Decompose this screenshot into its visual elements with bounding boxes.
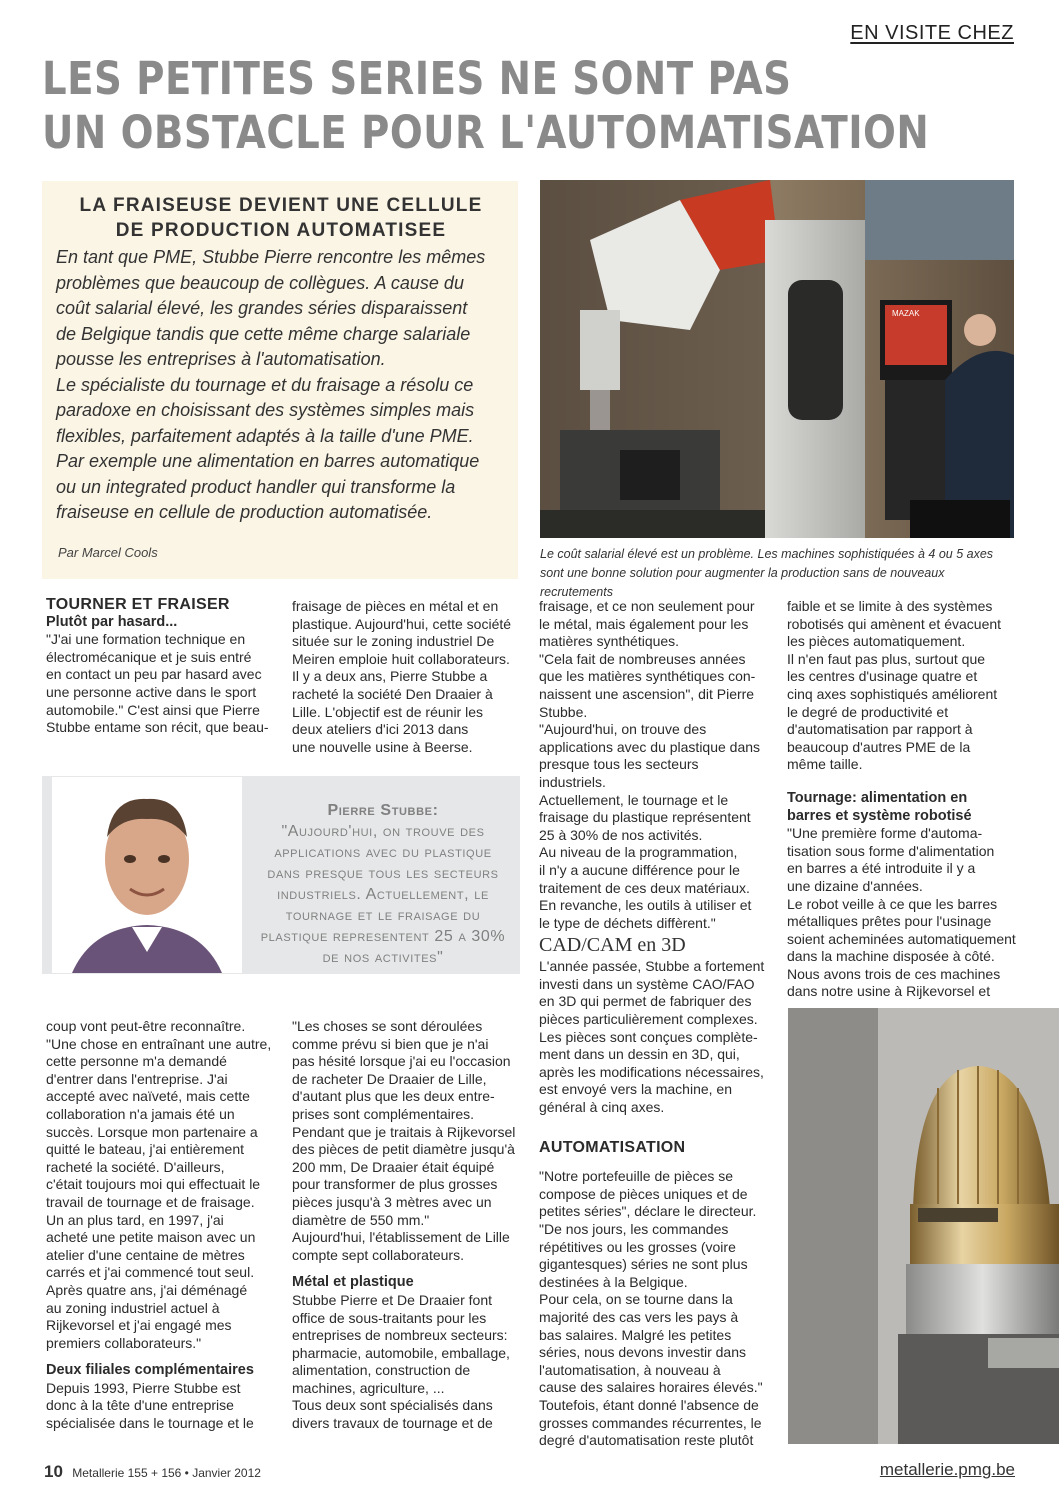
column-1-bottom bbox=[46, 1018, 276, 1433]
section-rubric: EN VISITE CHEZ bbox=[850, 22, 1014, 44]
paragraph-draaier: "Les choses se sont déroulées comme prévu si bien que je n'ai pas hésité lorsque j'ai eu l'occasion de racheter De Draaier de Lille, d'autant plus que les deux entre- prises sont complémentaires. Pendant que je traitais à Rijkevorsel des pièces de petit diamètre jusqu'à 200 mm, De Draaier était équipé pour transformer de plus grosses pièces jusqu'à 3 mètres avec un diamètre de 550 mm." Aujourd'hui, l'établissement de Lille compte sept collaborateurs. bbox=[292, 1018, 516, 1263]
portrait-photo bbox=[52, 777, 242, 973]
quote-speaker: Pierre Stubbe: bbox=[327, 802, 439, 819]
subheading-metal: Métal et plastique bbox=[292, 1274, 414, 1291]
website-link[interactable]: metallerie.pmg.be bbox=[879, 1460, 1015, 1479]
subheading-filiales: Deux filiales complémentaires bbox=[46, 1362, 254, 1379]
paragraph-tournage: "Une première forme d'automa- tisation sous forme d'alimentation en barres a été introduite il y a une dizaine d'années. Le robot veille à ce que les barres métalliques prêtes pour l'usinage soient acheminées automatiquement dans la machine disposée à côté. Nous avons trois de ces machines dans notre usine à Rijkevorsel et bbox=[787, 825, 1016, 1000]
headline-line-1: LES PETITES SERIES NE SONT PAS bbox=[42, 52, 792, 105]
machine-illustration bbox=[540, 180, 1014, 538]
heading-cadcam: CAD/CAM en 3D bbox=[539, 934, 686, 957]
pull-quote bbox=[258, 800, 508, 968]
heading-automatisation: AUTOMATISATION bbox=[539, 1138, 686, 1156]
paragraph-meiren: fraisage de pièces en métal et en plastique. Aujourd'hui, cette société située sur le zoning industriel De Meiren emploie huit collaborateurs. Il y a deux ans, Pierre Stubbe a racheté la société Den Draaier à Lille. L'objectif est de réunir les deux ateliers d'ici 2013 dans une nouvelle usine à Beerse. bbox=[292, 598, 512, 755]
part-illustration bbox=[788, 1008, 1059, 1444]
intro-box bbox=[42, 181, 518, 579]
byline: Par Marcel Cools bbox=[58, 545, 158, 560]
part-photo bbox=[788, 1008, 1059, 1444]
control-screen-brand: MAZAK bbox=[892, 309, 920, 318]
subheading-tournage: Tournage: alimentation en barres et système robotisé bbox=[787, 789, 972, 824]
headline bbox=[42, 52, 930, 160]
paragraph-robotises: faible et se limite à des systèmes robotisés qui amènent et évacuent les pièces automatiquement. Il n'en faut pas plus, surtout que les centres d'usinage quatre et cinq axes sophistiqués améliorent le degré de productivité et d'automatisation par rapport à beaucoup d'autres PME de la même taille. bbox=[787, 598, 1002, 773]
footer-left bbox=[44, 1462, 261, 1482]
column-4 bbox=[787, 598, 1019, 1001]
page-number: 10 bbox=[44, 1462, 63, 1481]
paragraph-cadcam: L'année passée, Stubbe a fortement investi dans un système CAO/FAO en 3D qui permet de fabriquer des pièces particulièrement complexes. Les pièces sont conçues complète- ment dans un dessin en 3D, qui, après les modifications nécessaires, est envoyé vers la machine, en général à cinq axes. bbox=[539, 958, 765, 1116]
intro-text: En tant que PME, Stubbe Pierre rencontre les mêmes problèmes que beaucoup de collègues. A cause du coût salarial élevé, les grandes séries disparaissent de Belgique tandis que cette même charge salariale pousse les entreprises à l'automatisation. Le spécialiste du tournage et du fraisage a résolu ce paradoxe en choisissant des systèmes simples mais flexibles, parfaitement adaptés à la taille d'une PME. Par exemple une alimentation en barres automatique ou un integrated product handler qui transforme la fraiseuse en cellule de production automatisée. bbox=[56, 247, 486, 522]
paragraph-filiales: Depuis 1993, Pierre Stubbe est donc à la tête d'une entreprise spécialisée dans le tournage et le bbox=[46, 1379, 254, 1432]
photo-caption: Le coût salarial élevé est un problème. Les machines sophistiquées à 4 ou 5 axes sont une bonne solution pour augmenter la production sans de nouveaux recrutements bbox=[540, 547, 994, 599]
paragraph-metal: Stubbe Pierre et De Draaier font office de sous-traitants pour les entreprises de nombreux secteurs: pharmacie, automobile, emballage, alimentation, construction de machines, agriculture, ... Tous deux sont spécialisés dans divers travaux de tournage et de bbox=[292, 1291, 510, 1432]
intro-title: LA FRAISEUSE DEVIENT UNE CELLULE DE PRODUCTION AUTOMATISEE bbox=[79, 195, 483, 241]
paragraph-reconnaitre: coup vont peut-être reconnaître. "Une chose en entraînant une autre, cette personne m'a demandé d'entrer dans l'entreprise. J'ai accepté avec naïveté, mais cette collaboration n'a jamais été un succès. Lorsque mon partenaire a quitté le bateau, j'ai entièrement racheté la société. D'ailleurs, c'était toujours moi qui effectuait le travail de tournage et de fraisage. Un an plus tard, en 1997, j'ai acheté une petite maison avec un atelier d'une centaine de mètres carrés et j'ai commencé tout seul. Après quatre ans, j'ai déménagé au zoning industriel actuel à Rijkevorsel et j'ai engagé mes premiers collaborateurs." bbox=[46, 1018, 272, 1351]
portrait-illustration bbox=[52, 777, 242, 973]
paragraph-plastique: fraisage, et ce non seulement pour le métal, mais également pour les matières synthétiques. "Cela fait de nombreuses années que les matières synthétiques con- naissent une ascension", dit Pierre Stubbe. "Aujourd'hui, on trouve des applications avec du plastique dans presque tous les secteurs industriels. Actuellement, le tournage et le fraisage du plastique représentent 25 à 30% de nos activités. Au niveau de la programmation, il n'y a aucune différence pour le traitement de ces deux matériaux. En revanche, les outils à utiliser et le type de déchets diffèrent." bbox=[539, 598, 761, 931]
column-1-top bbox=[46, 596, 271, 737]
issue-info: Metallerie 155 + 156 • Janvier 2012 bbox=[72, 1466, 261, 1480]
quote-body: "Aujourd'hui, on trouve des applications avec du plastique dans presque tous les secteurs industriels. Actuellement, le tournage et le fraisage du plastique representent 25 a 30% de nos activites" bbox=[260, 823, 506, 966]
subheading-hasard: Plutôt par hasard... bbox=[46, 613, 178, 630]
column-2-top bbox=[292, 598, 522, 756]
column-2-bottom bbox=[292, 1018, 522, 1433]
column-3 bbox=[539, 598, 767, 1450]
headline-line-2: UN OBSTACLE POUR L'AUTOMATISATION bbox=[42, 106, 930, 159]
section-heading-tourner: TOURNER ET FRAISER bbox=[46, 596, 230, 613]
machine-photo bbox=[540, 180, 1014, 538]
paragraph-automatisation: "Notre portefeuille de pièces se compose de pièces uniques et de petites séries", déclare le directeur. "De nos jours, les commandes répétitives ou les grosses (voire gigantesques) séries ne sont plus destinées à la Belgique. Pour cela, on se tourne dans la majorité des cas vers les pays à bas salaires. Malgré les petites séries, nous devons investir dans l'automatisation, à nouveau à cause des salaires horaires élevés." Toutefois, étant donné l'absence de grosses commandes récurrentes, le degré d'automatisation reste plutôt bbox=[539, 1168, 763, 1449]
paragraph-hasard: "J'ai une formation technique en électromécanique et je suis entré en contact un peu par hasard avec une personne active dans le sport automobile." C'est ainsi que Pierre Stubbe entame son récit, que beau- bbox=[46, 631, 269, 736]
